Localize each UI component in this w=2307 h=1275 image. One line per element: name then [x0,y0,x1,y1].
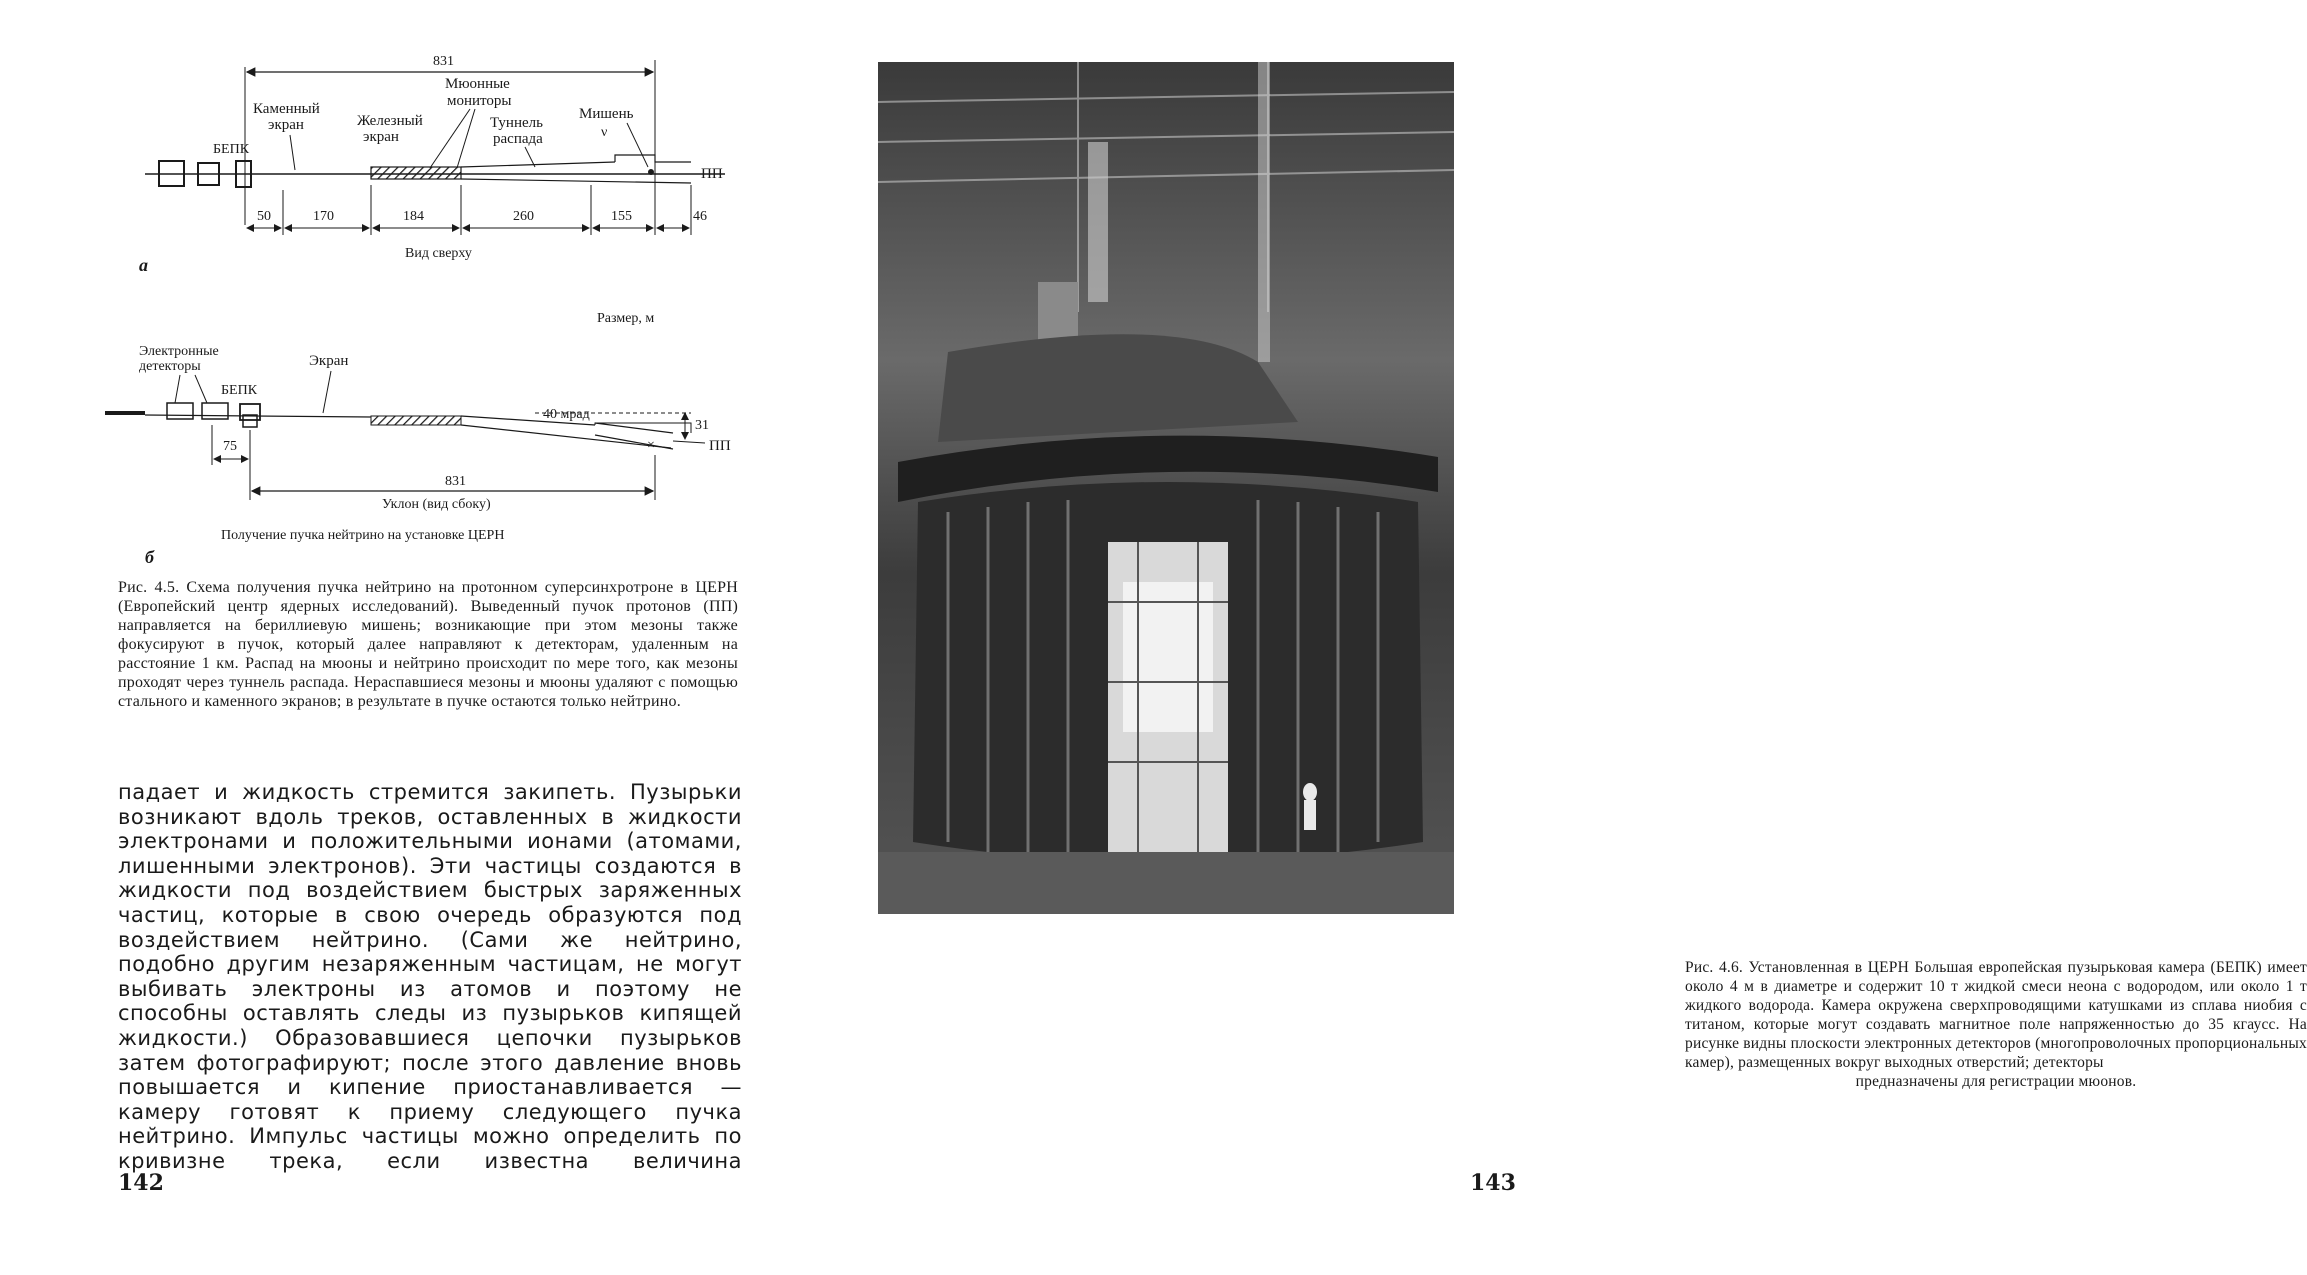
segment-5: 155 [611,209,632,224]
iron-screen-label-1: Железный [357,113,423,129]
segment-4: 260 [513,209,534,224]
decay-tunnel-label-2: распада [493,131,543,147]
side-bepk-label: БЕПК [221,383,258,398]
page-number-right: 143 [1470,1170,1516,1196]
top-total-length: 831 [433,54,454,69]
right-page [800,0,2307,1275]
side-pp-label: ПП [709,438,731,454]
side-view-label: Уклон (вид сбоку) [382,497,491,512]
top-segments [247,185,707,235]
segment-2: 170 [313,209,334,224]
drop-label: 31 [695,418,709,433]
top-bepk-label: БЕПК [213,142,250,157]
top-pp-label: ПП [701,166,723,182]
panel-letter-b: б [145,547,154,567]
panel-letter-a: а [139,255,148,275]
figure-4-6-caption-text: Рис. 4.6. Установленная в ЦЕРН Большая европейская пузырьковая камера (БЕПК) имеет около 4 м в диаметре и содержит 10 т жидкой смеси неона с водородом, или около 1 т жидкого водорода. Камера окружена сверхпроводящими катушками из сплава ниобия с титаном, которые могут создавать магнитное поле напряженностью до 35 кгаусс. На рисунке видны плоскости электронных детекторов (многопроволочных пропорциональных камер), размещенных вокруг выходных отверстий; детекторы [1685,959,2307,1071]
target-marker-glyph: × [647,438,655,453]
side-total-length: 831 [445,474,466,489]
side-view [105,344,731,512]
electron-detectors-label-1: Электронные [139,344,219,359]
figure-title: Получение пучка нейтрино на установке ЦЕРН [221,528,505,543]
stone-screen-label-1: Каменный [253,101,320,117]
iron-screen-label-2: экран [363,129,399,145]
angle-label: 40 мрад [543,407,590,422]
segment-1: 50 [257,209,271,224]
electron-detectors-label-2: детекторы [139,359,201,374]
nu-label: ν [601,125,608,140]
figure-4-5-diagram [95,45,775,565]
side-screen-label: Экран [309,353,349,369]
units-label: Размер, м [597,311,655,326]
decay-tunnel-label-1: Туннель [490,115,543,131]
stone-screen-label-2: экран [268,117,304,133]
muon-monitors-label-1: Мюонные [445,76,510,92]
figure-4-5-caption: Рис. 4.5. Схема получения пучка нейтрино на протонном суперсинхротроне в ЦЕРН (Европейский центр ядерных исследований). Выведенный пучок протонов (ПП) направляется на бериллиевую мишень; возникающие при этом мезоны также фокусируют в пучок, который далее направляют к детекторам, удаленным на расстояние 1 км. Распад на мюоны и нейтрино происходит по мере того, как мезоны проходят через туннель распада. Нераспавшиеся мезоны и мюоны удаляют с помощью стального и каменного экранов; в результате в пучке остаются только нейтрино. [118,579,738,710]
bubble-chamber-photo [878,62,1454,914]
figure-4-6-caption-last-line: предназначены для регистрации мюонов. [1855,1073,2137,1090]
left-page [0,0,800,1275]
top-view [139,54,725,275]
page-number-left: 142 [118,1170,164,1196]
top-view-label: Вид сверху [405,246,472,261]
figure-4-6-caption [1685,958,2307,1091]
segment-3: 184 [403,209,424,224]
muon-monitors-label-2: мониторы [447,93,512,109]
offset-label: 75 [223,439,237,454]
target-label: Мишень [579,106,634,122]
segment-6: 46 [693,209,707,224]
body-text: падает и жидкость стремится закипеть. Пузырьки возникают вдоль треков, оставленных в жидкости электронами и положительными ионами (атомами, лишенными электронов). Эти частицы создаются в жидкости под воздействием быстрых заряженных частиц, которые в свою очередь образуются под воздействием нейтрино. (Сами же нейтрино, подобно другим незаряженным частицам, не могут выбивать электроны из атомов и поэтому не способны оставлять следы из пузырьков кипящей жидкости.) Образовавшиеся цепочки пузырьков затем фотографируют; после этого давление вновь повышается и кипение приостанавливается — камеру готовят к приему следующего пучка нейтрино. Импульс частицы можно определить по кривизне трека, если известна величина [118,780,742,1173]
